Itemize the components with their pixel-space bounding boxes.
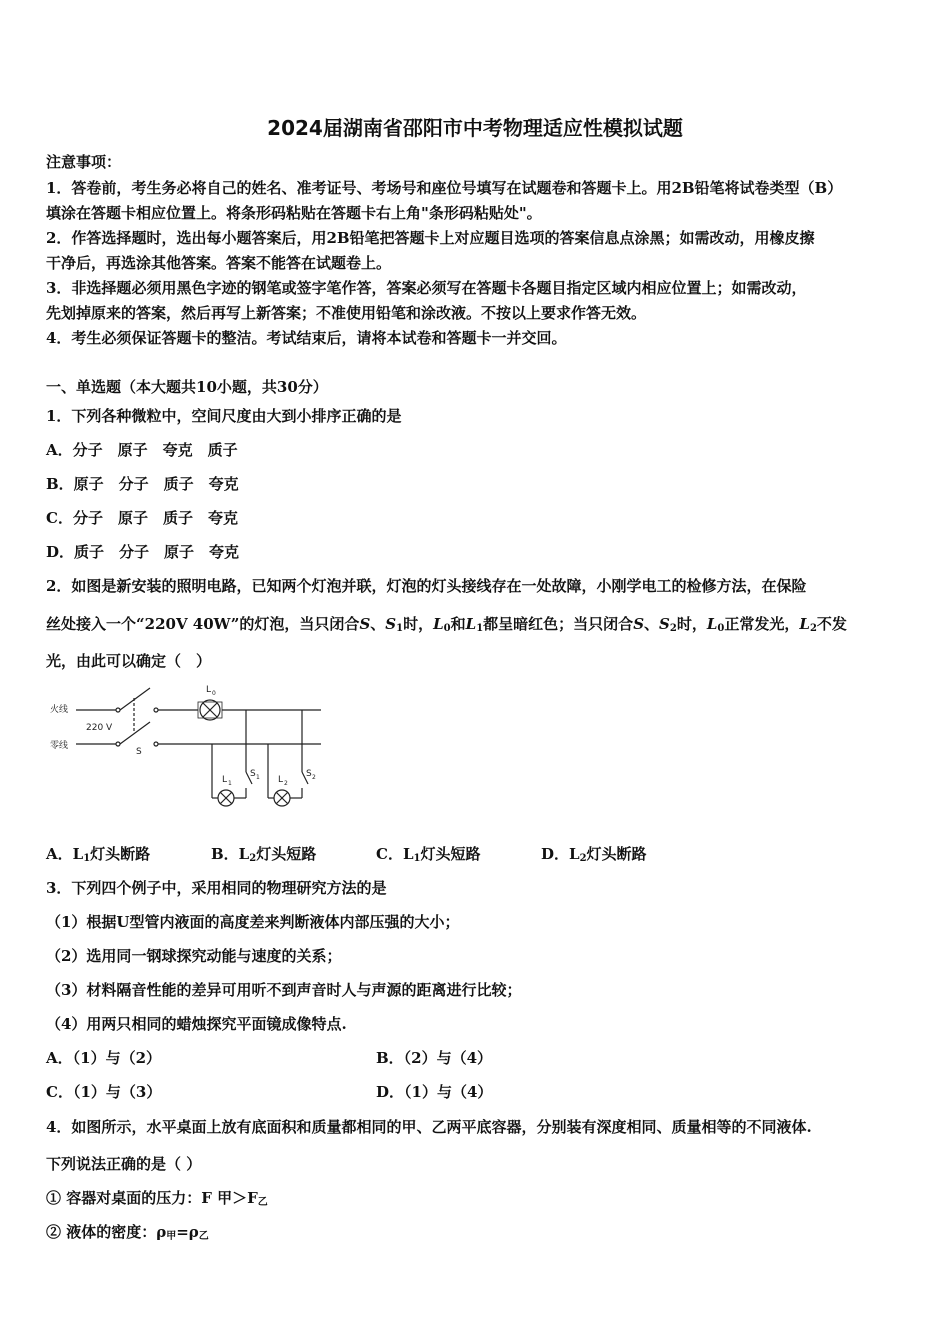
switch-s2-sub: 2 [312,774,316,781]
circuit-diagram [46,680,336,810]
fire-wire-label: 火线 [50,705,69,715]
lamp-l0-label: L [206,685,212,695]
notice-line: 干净后，再选涂其他答案。答案不能答在试题卷上。 [46,254,392,272]
question-1-option-b: B．原子 分子 质子 夸克 [46,475,239,493]
neutral-contact-right [154,742,158,746]
lamp-l1-sub: 1 [228,780,232,787]
question-3-option-d: D．（1）与（4） [376,1083,493,1101]
question-3-option-b: B．（2）与（4） [376,1049,493,1067]
fire-contact-right [154,708,158,712]
question-3-item: （4）用两只相同的蜡烛探究平面镜成像特点. [46,1015,347,1033]
main-switch-blade-1 [120,688,150,710]
question-3-item: （2）选用同一钢球探究动能与速度的关系； [46,947,342,965]
question-3-option-a: A．（1）与（2） [46,1049,162,1067]
question-1-stem: 1．下列各种微粒中，空间尺度由大到小排序正确的是 [46,407,402,425]
question-4-statement-2: ② 液体的密度：$\rho_甲=\rho_乙$ [46,1223,209,1242]
question-2-option-a: A．$L_1$灯头断路 [46,845,151,864]
notice-heading: 注意事项： [46,153,122,171]
voltage-label: 220 V [86,723,113,733]
lamp-l0-sub: 0 [212,690,216,697]
question-2-option-b: B．$L_2$灯头短路 [211,845,317,864]
fire-contact [116,708,120,712]
question-2-option-c: C．$L_1$灯头短路 [376,845,481,864]
neutral-contact [116,742,120,746]
question-4-line-2: 下列说法正确的是（ ） [46,1155,202,1173]
question-4-statement-1: ① 容器对桌面的压力：F 甲$>F_乙$ [46,1189,268,1208]
question-1-option-c: C．分子 原子 质子 夸克 [46,509,238,527]
lamp-l1-label: L [222,775,228,785]
switch-s2-label: S [306,769,312,779]
question-3-stem: 3．下列四个例子中，采用相同的物理研究方法的是 [46,879,387,897]
notice-line: 4．考生必须保证答题卡的整洁。考试结束后，请将本试卷和答题卡一并交回。 [46,329,567,347]
notice-line: 填涂在答题卡相应位置上。将条形码粘贴在答题卡右上角"条形码粘贴处"。 [46,204,542,222]
neutral-wire-label: 零线 [50,741,69,751]
switch-s1-sub: 1 [256,774,260,781]
main-switch-label: S [136,747,142,757]
question-3-item: （1）根据U型管内液面的高度差来判断液体内部压强的大小； [46,913,460,931]
switch-s1-label: S [250,769,256,779]
notice-line: 1．答卷前，考生务必将自己的姓名、准考证号、考场号和座位号填写在试题卷和答题卡上。用2B铅笔将试卷类型（B） [46,179,843,197]
page-title: 2024届湖南省邵阳市中考物理适应性模拟试题 [267,116,683,140]
notice-line: 3．非选择题必须用黑色字迹的钢笔或签字笔作答，答案必须写在答题卡各题目指定区域内相应位置上；如需改动， [46,279,807,297]
question-1-option-a: A．分子 原子 夸克 质子 [46,441,238,459]
notice-line: 2．作答选择题时，选出每小题答案后，用2B铅笔把答题卡上对应题目选项的答案信息点涂黑；如需改动，用橡皮擦 [46,229,815,247]
question-2-line-2: 丝处接入一个“220V 40W”的灯泡，当只闭合S、$S_1$时，$L_0$和$L_1$都呈暗红色；当只闭合S、$S_2$时，$L_0$正常发光，$L_2$不发 [46,615,847,634]
question-2-line-3: 光，由此可以确定（ ） [46,652,212,670]
question-2-option-d: D．$L_2$灯头断路 [541,845,647,864]
section-heading: 一、单选题（本大题共10小题，共30分） [46,378,328,396]
lamp-l2-sub: 2 [284,780,288,787]
notice-line: 先划掉原来的答案，然后再写上新答案；不准使用铅笔和涂改液。不按以上要求作答无效。 [46,304,647,322]
question-1-option-d: D．质子 分子 原子 夸克 [46,543,240,561]
question-3-option-c: C．（1）与（3） [46,1083,162,1101]
main-switch-blade-2 [120,722,150,744]
lamp-l2-label: L [278,775,284,785]
question-3-item: （3）材料隔音性能的差异可用听不到声音时人与声源的距离进行比较； [46,981,522,999]
question-4-line-1: 4．如图所示，水平桌面上放有底面积和质量都相同的甲、乙两平底容器，分别装有深度相同、质量相等的不同液体. [46,1118,812,1136]
question-2-line-1: 2．如图是新安装的照明电路，已知两个灯泡并联，灯泡的灯头接线存在一处故障，小刚学电工的检修方法，在保险 [46,577,807,595]
